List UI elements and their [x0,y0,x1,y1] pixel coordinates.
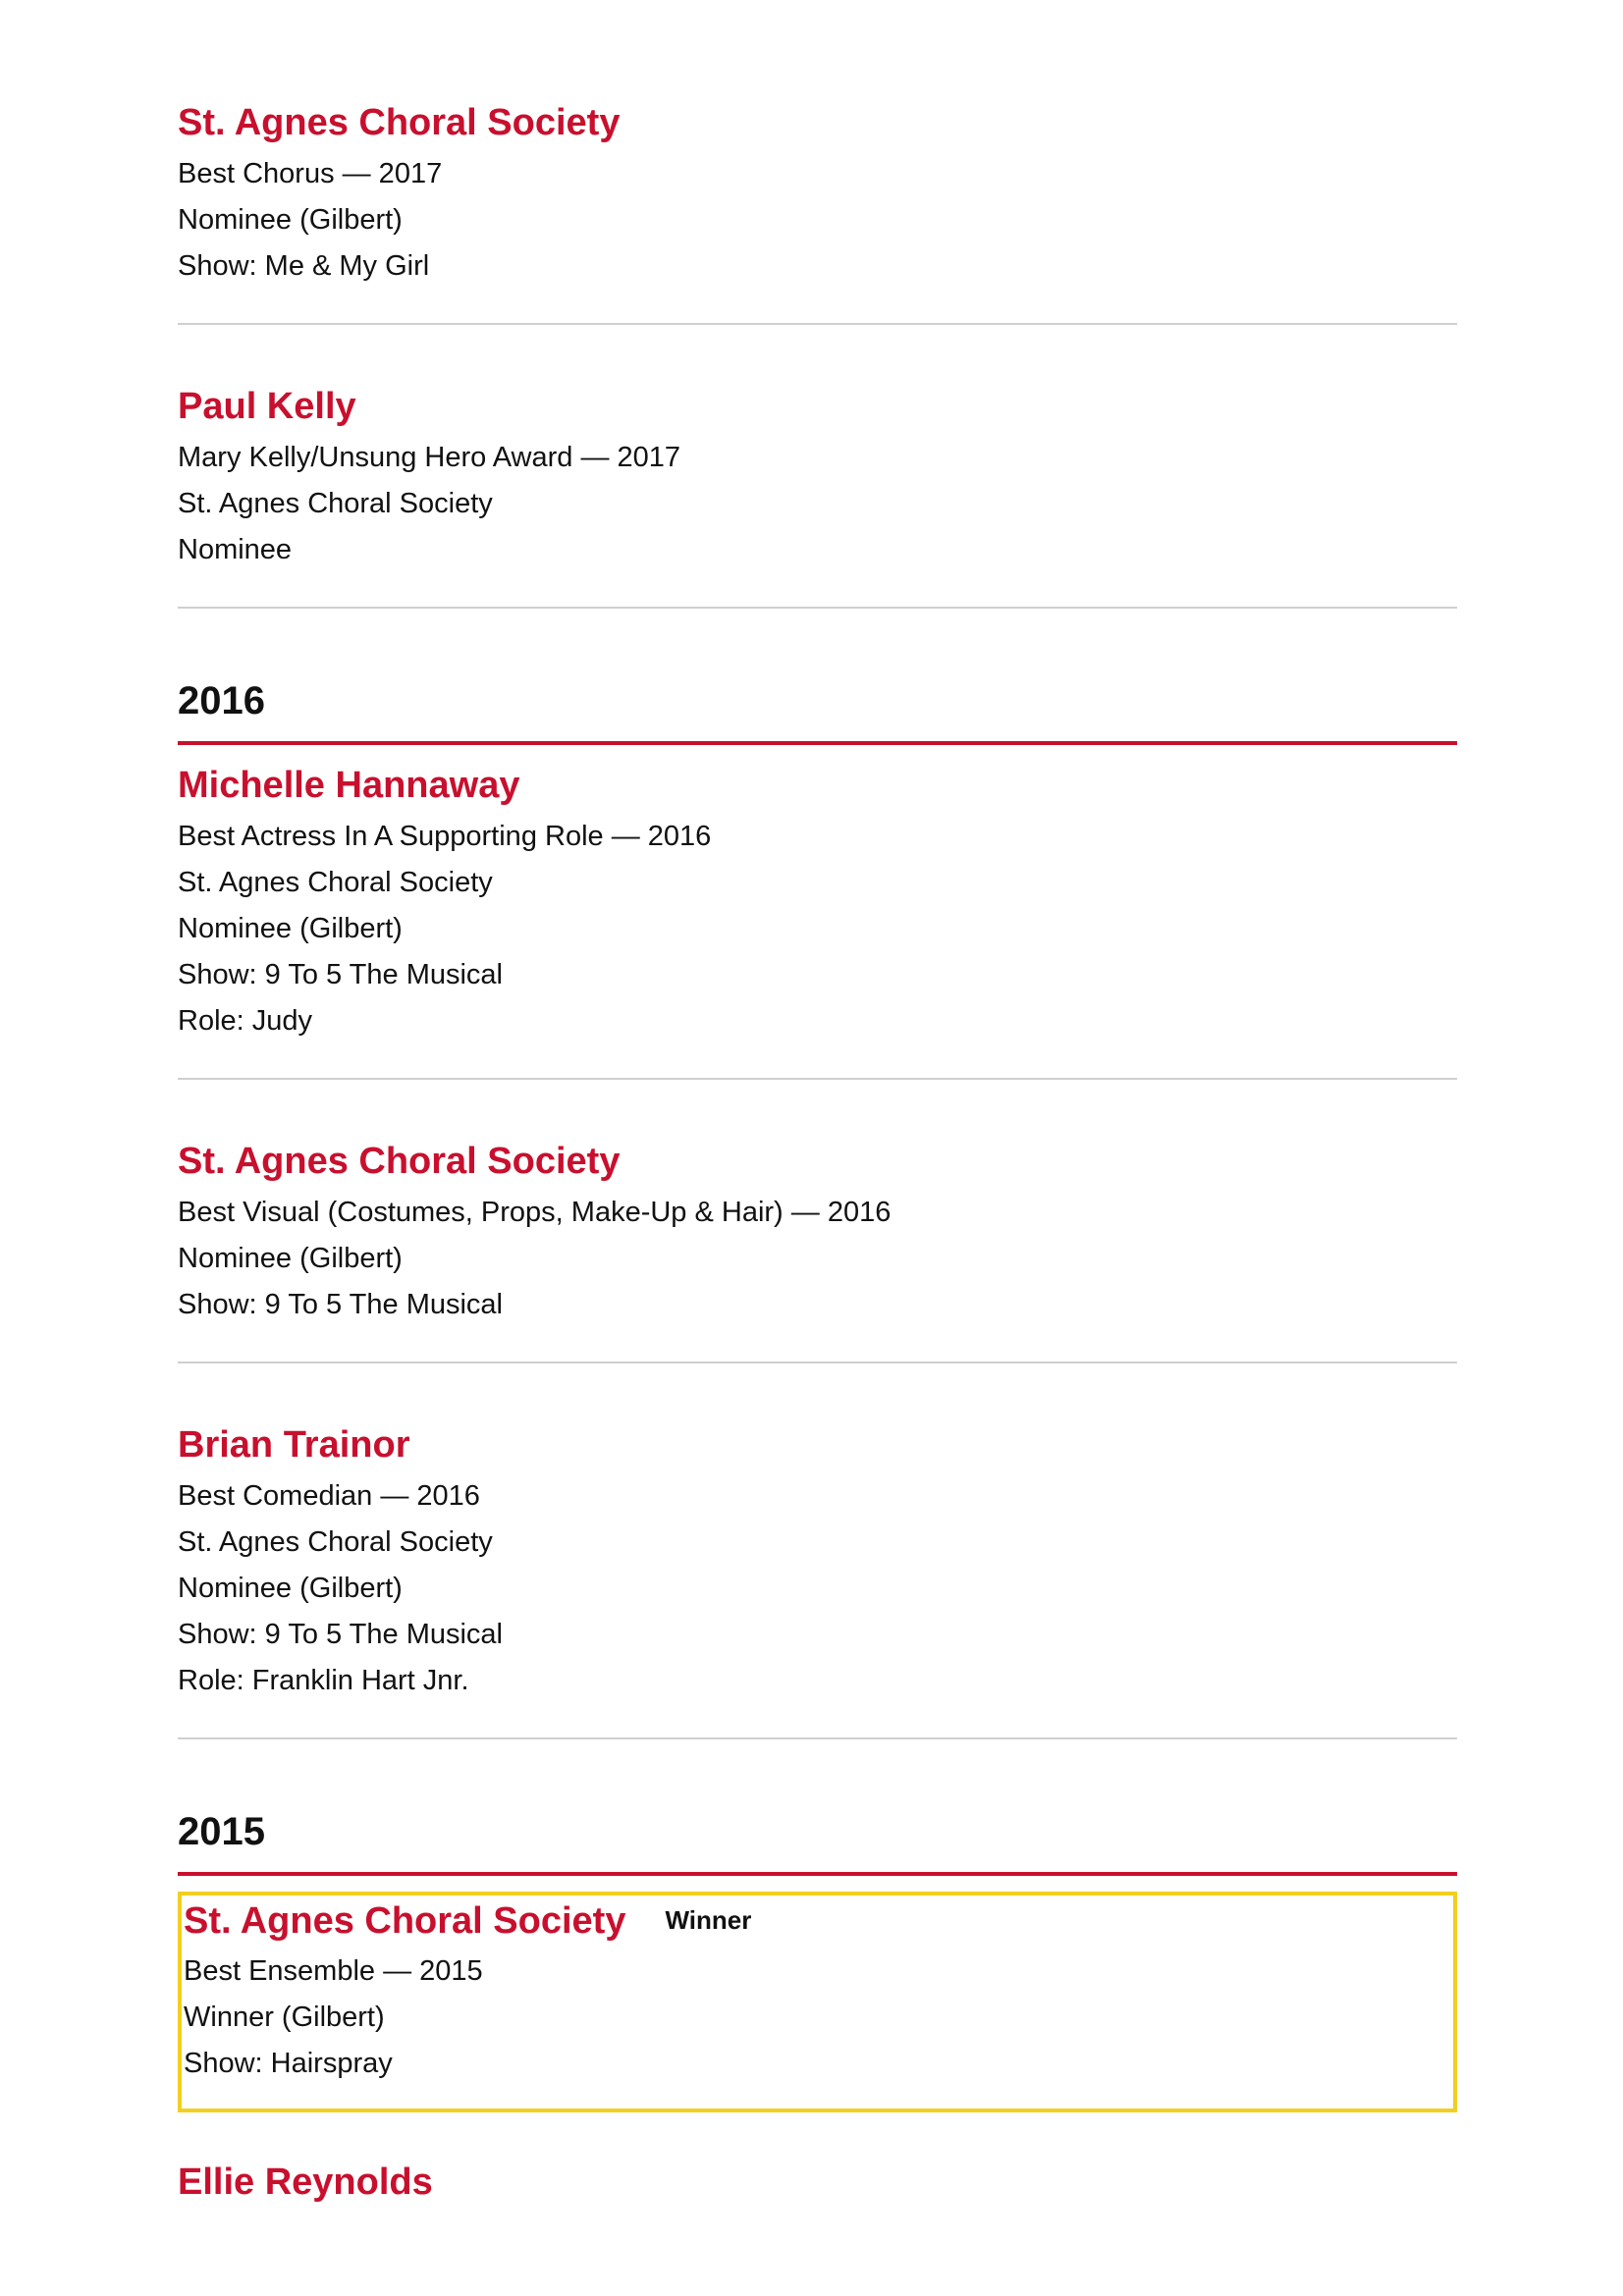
status-line: Nominee (Gilbert) [178,913,403,944]
award-entry [178,2158,1457,2207]
award-entry [178,761,1457,1080]
award-line: Best Ensemble — 2015 [184,1955,483,1987]
winner-entry [178,1892,1457,2112]
award-line: Best Comedian — 2016 [178,1480,480,1512]
winner-badge: Winner [665,1905,752,1935]
status-line: Nominee (Gilbert) [178,204,403,236]
show-line: Show: 9 To 5 The Musical [178,959,503,990]
society-line: St. Agnes Choral Society [178,1526,493,1558]
entry-title[interactable]: Brian Trainor [178,1424,410,1466]
status-line: Nominee (Gilbert) [178,1243,403,1274]
entry-title[interactable]: Michelle Hannaway [178,765,520,806]
entry-title-row [184,1896,1453,1945]
award-entry [178,1420,1457,1739]
status-line: Winner (Gilbert) [184,2002,385,2033]
entry-title[interactable]: St. Agnes Choral Society [184,1900,626,1942]
status-line: Nominee [178,534,293,565]
entry-title[interactable]: Ellie Reynolds [178,2162,433,2203]
year-heading-2016: 2016 [178,675,1457,745]
society-line: St. Agnes Choral Society [178,867,493,898]
show-line: Show: Hairspray [184,2048,393,2079]
award-line: Best Actress In A Supporting Role — 2016 [178,821,712,852]
award-line: Best Chorus — 2017 [178,158,443,189]
entry-title[interactable]: St. Agnes Choral Society [178,102,621,143]
status-line: Nominee (Gilbert) [178,1573,403,1604]
award-entry [178,98,1457,325]
society-line: St. Agnes Choral Society [178,488,493,519]
award-entry [178,1137,1457,1363]
entry-title[interactable]: St. Agnes Choral Society [178,1141,621,1182]
year-heading-2015: 2015 [178,1806,1457,1876]
role-line: Role: Judy [178,1005,313,1037]
entry-title[interactable]: Paul Kelly [178,386,356,427]
show-line: Show: Me & My Girl [178,250,430,282]
award-line: Best Visual (Costumes, Props, Make-Up & Hair) — 2016 [178,1197,892,1228]
show-line: Show: 9 To 5 The Musical [178,1289,503,1320]
show-line: Show: 9 To 5 The Musical [178,1619,503,1650]
award-entry [178,382,1457,609]
role-line: Role: Franklin Hart Jnr. [178,1665,469,1696]
awards-list [178,98,1457,2211]
award-line: Mary Kelly/Unsung Hero Award — 2017 [178,442,681,473]
